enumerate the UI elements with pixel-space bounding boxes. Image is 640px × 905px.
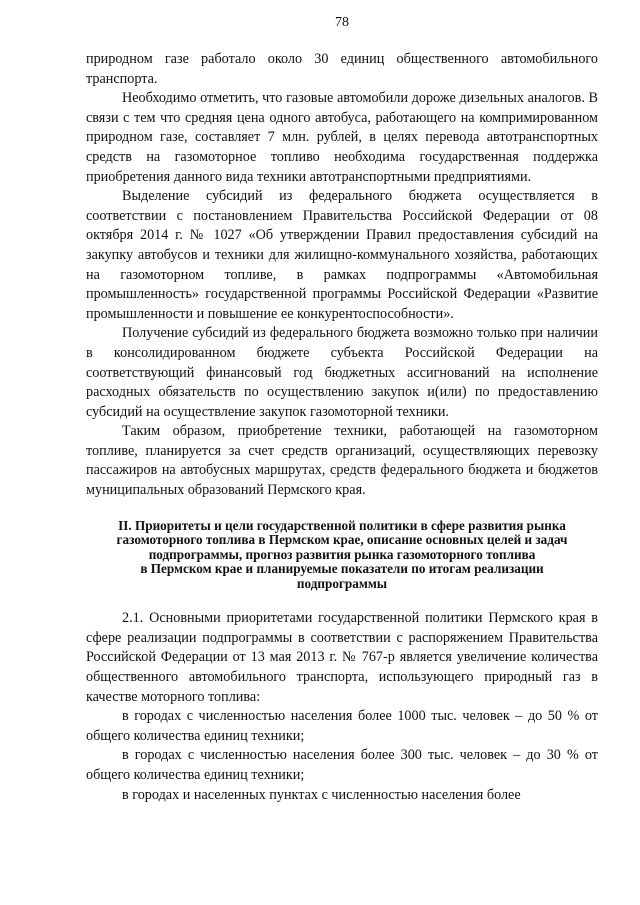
page-number: 78 bbox=[335, 15, 349, 30]
paragraph-priorities: 2.1. Основными приоритетами государственной политики Пермского края в сфере реализации подпрограммы в соответствии с распоряжением Правительства Российской Федерации от 13 мая 2013 г. № 767-р является увеличение количества общественного автомобильного транспорта, использующего природный газ в качестве моторного топлива: bbox=[86, 610, 598, 705]
paragraph-continuation: природном газе работало около 30 единиц общественного автомобильного транспорта. bbox=[86, 51, 598, 87]
list-item-cities-300k: в городах с численностью населения более 300 тыс. человек – до 30 % от общего количества единиц техники; bbox=[86, 747, 598, 783]
section-heading bbox=[86, 519, 598, 592]
list-item-cities-towns: в городах и населенных пунктах с численностью населения более bbox=[122, 786, 521, 803]
list-item-cities-1000k: в городах с численностью населения более 1000 тыс. человек – до 50 % от общего количества единиц техники; bbox=[86, 708, 598, 744]
section-heading-line: подпрограммы bbox=[296, 575, 388, 591]
paragraph-subsidy-conditions: Получение субсидий из федерального бюджета возможно только при наличии в консолидированном бюджете субъекта Российской Федерации на соответствующий финансовый год бюджетных ассигнований на исполнение расходных обязательств по осуществлению закупок и(или) по предоставлению субсидий на осуществление закупок газомоторной техники. bbox=[86, 325, 598, 420]
section-heading-line: газомоторного топлива в Пермском крае, описание основных целей и задач bbox=[116, 532, 568, 548]
section-heading-line: в Пермском крае и планируемые показатели по итогам реализации bbox=[140, 561, 544, 577]
paragraph-gas-vehicles-cost: Необходимо отметить, что газовые автомобили дороже дизельных аналогов. В связи с тем что средняя цена одного автобуса, работающего на компримированном природном газе, составляет 7 млн. рублей, в целях перевода автотранспортных средств на газомоторное топливо необходима государственная поддержка приобретения данного вида техники автотранспортными предприятиями. bbox=[86, 90, 598, 185]
document-page bbox=[86, 14, 598, 805]
section-heading-line: II. Приоритеты и цели государственной политики в сфере развития рынка bbox=[118, 517, 566, 533]
section-heading-line: подпрограммы, прогноз развития рынка газомоторного топлива bbox=[148, 546, 536, 562]
paragraph-federal-subsidies: Выделение субсидий из федерального бюджета осуществляется в соответствии с постановлением Правительства Российской Федерации от 08 октября 2014 г. № 1027 «Об утверждении Правил предоставления субсидий на закупку автобусов и техники для жилищно-коммунального хозяйства, работающих на газомоторном топливе, в рамках подпрограммы «Автомобильная промышленность» государственной программы Российской Федерации «Развитие промышленности и повышение ее конкурентоспособности». bbox=[86, 188, 598, 322]
paragraph-funding-sources: Таким образом, приобретение техники, работающей на газомоторном топливе, планируется за счет средств организаций, осуществляющих перевозку пассажиров на автобусных маршрутах, средств федерального бюджета и бюджетов муниципальных образований Пермского края. bbox=[86, 423, 598, 499]
